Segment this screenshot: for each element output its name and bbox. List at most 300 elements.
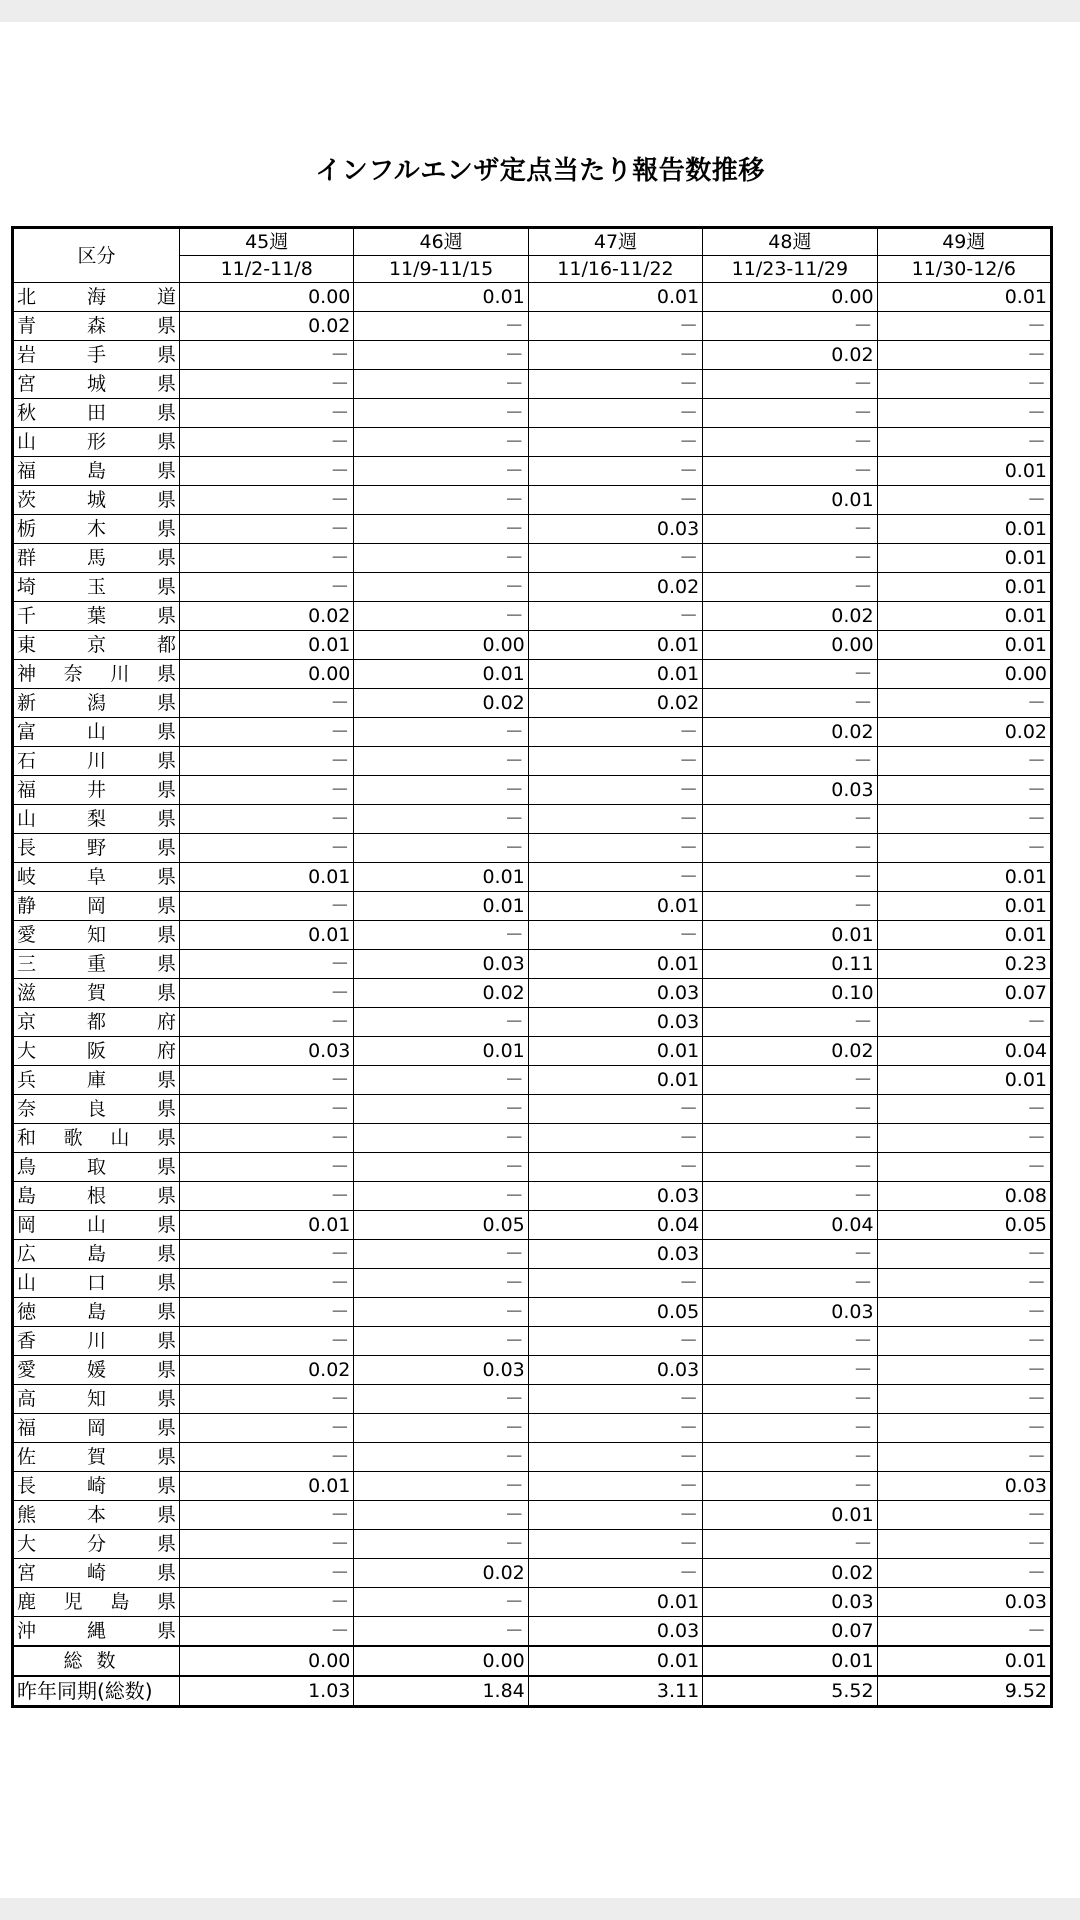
table-row xyxy=(13,1327,1052,1356)
value-cell: 0.01 xyxy=(528,1037,702,1066)
value-cell: － xyxy=(528,1530,702,1559)
value-cell: － xyxy=(528,1327,702,1356)
value-cell: 0.00 xyxy=(703,283,877,312)
value-cell: － xyxy=(703,1182,877,1211)
table-row xyxy=(13,1211,1052,1240)
value-cell: 0.03 xyxy=(528,1182,702,1211)
header-week-label: 49週 xyxy=(877,228,1051,256)
table-row xyxy=(13,892,1052,921)
table-row xyxy=(13,1095,1052,1124)
value-cell: － xyxy=(528,1501,702,1530)
row-label: 愛媛県 xyxy=(13,1356,180,1385)
value-cell: 0.02 xyxy=(528,689,702,718)
table-row xyxy=(13,370,1052,399)
value-cell: － xyxy=(877,1617,1051,1647)
value-cell: － xyxy=(877,776,1051,805)
value-cell: － xyxy=(877,1240,1051,1269)
value-cell: － xyxy=(354,428,528,457)
value-cell: － xyxy=(354,370,528,399)
document-page xyxy=(0,22,1080,1898)
value-cell: － xyxy=(354,1530,528,1559)
value-cell: － xyxy=(180,428,354,457)
value-cell: － xyxy=(703,573,877,602)
value-cell: － xyxy=(180,747,354,776)
value-cell: 0.01 xyxy=(703,921,877,950)
value-cell: － xyxy=(528,1153,702,1182)
table-row xyxy=(13,1588,1052,1617)
value-cell: － xyxy=(354,486,528,515)
value-cell: 0.01 xyxy=(354,863,528,892)
row-label: 鹿児島県 xyxy=(13,1588,180,1617)
value-cell: 0.02 xyxy=(180,1356,354,1385)
row-label: 静岡県 xyxy=(13,892,180,921)
value-cell: － xyxy=(354,399,528,428)
value-cell: － xyxy=(354,544,528,573)
value-cell: － xyxy=(354,515,528,544)
value-cell: 0.03 xyxy=(528,515,702,544)
value-cell: 0.05 xyxy=(528,1298,702,1327)
value-cell: － xyxy=(354,718,528,747)
row-label: 千葉県 xyxy=(13,602,180,631)
value-cell: 0.01 xyxy=(528,283,702,312)
header-week-label: 46週 xyxy=(354,228,528,256)
page-title: インフルエンザ定点当たり報告数推移 xyxy=(315,156,765,186)
value-cell: － xyxy=(528,1385,702,1414)
value-cell: － xyxy=(703,1269,877,1298)
total-row xyxy=(13,1646,1052,1676)
table-row xyxy=(13,660,1052,689)
value-cell: 0.02 xyxy=(877,718,1051,747)
header-week-range: 11/2-11/8 xyxy=(180,256,354,283)
table-row xyxy=(13,457,1052,486)
value-cell: － xyxy=(877,747,1051,776)
row-label: 北海道 xyxy=(13,283,180,312)
row-label: 岐阜県 xyxy=(13,863,180,892)
value-cell: － xyxy=(354,1066,528,1095)
row-label: 石川県 xyxy=(13,747,180,776)
value-cell: 0.00 xyxy=(354,631,528,660)
value-cell: － xyxy=(180,689,354,718)
header-week-range: 11/16-11/22 xyxy=(528,256,702,283)
table-row xyxy=(13,1472,1052,1501)
value-cell: 0.01 xyxy=(528,892,702,921)
value-cell: － xyxy=(703,1124,877,1153)
row-label: 山口県 xyxy=(13,1269,180,1298)
header-week-label: 45週 xyxy=(180,228,354,256)
table-row xyxy=(13,399,1052,428)
value-cell: － xyxy=(703,747,877,776)
value-cell: 0.02 xyxy=(703,341,877,370)
value-cell: － xyxy=(703,1327,877,1356)
row-label: 奈良県 xyxy=(13,1095,180,1124)
table-row xyxy=(13,602,1052,631)
row-label: 大分県 xyxy=(13,1530,180,1559)
value-cell: － xyxy=(703,428,877,457)
value-cell: － xyxy=(877,1559,1051,1588)
value-cell: － xyxy=(528,921,702,950)
row-label: 愛知県 xyxy=(13,921,180,950)
value-cell: 0.01 xyxy=(877,1646,1051,1676)
value-cell: － xyxy=(180,1269,354,1298)
row-label: 三重県 xyxy=(13,950,180,979)
value-cell: 0.01 xyxy=(877,457,1051,486)
value-cell: 0.07 xyxy=(703,1617,877,1647)
value-cell: － xyxy=(528,341,702,370)
value-cell: － xyxy=(877,1443,1051,1472)
value-cell: 0.01 xyxy=(877,631,1051,660)
table-row xyxy=(13,863,1052,892)
value-cell: － xyxy=(354,1414,528,1443)
row-label: 山梨県 xyxy=(13,805,180,834)
row-label: 茨城県 xyxy=(13,486,180,515)
value-cell: 0.02 xyxy=(354,1559,528,1588)
value-cell: － xyxy=(877,486,1051,515)
value-cell: － xyxy=(180,544,354,573)
value-cell: 5.52 xyxy=(703,1676,877,1707)
value-cell: － xyxy=(354,457,528,486)
table-row xyxy=(13,1385,1052,1414)
value-cell: 0.02 xyxy=(180,312,354,341)
value-cell: － xyxy=(877,834,1051,863)
table-row xyxy=(13,428,1052,457)
table-row xyxy=(13,1240,1052,1269)
value-cell: － xyxy=(354,1327,528,1356)
table-row xyxy=(13,805,1052,834)
value-cell: － xyxy=(354,1472,528,1501)
table-row xyxy=(13,718,1052,747)
value-cell: － xyxy=(180,573,354,602)
value-cell: － xyxy=(354,1095,528,1124)
header-kubun: 区分 xyxy=(13,228,180,283)
value-cell: 0.01 xyxy=(877,1066,1051,1095)
row-label: 山形県 xyxy=(13,428,180,457)
value-cell: 0.01 xyxy=(180,1211,354,1240)
table-row xyxy=(13,1182,1052,1211)
value-cell: 0.01 xyxy=(528,1646,702,1676)
table-row xyxy=(13,689,1052,718)
value-cell: 0.03 xyxy=(877,1588,1051,1617)
value-cell: － xyxy=(877,1530,1051,1559)
table-row xyxy=(13,1356,1052,1385)
row-label: 新潟県 xyxy=(13,689,180,718)
row-label: 鳥取県 xyxy=(13,1153,180,1182)
row-label: 和歌山県 xyxy=(13,1124,180,1153)
row-label: 長野県 xyxy=(13,834,180,863)
row-label: 青森県 xyxy=(13,312,180,341)
value-cell: － xyxy=(528,1095,702,1124)
table-row xyxy=(13,1298,1052,1327)
value-cell: － xyxy=(877,1298,1051,1327)
row-label: 長崎県 xyxy=(13,1472,180,1501)
row-label: 兵庫県 xyxy=(13,1066,180,1095)
value-cell: － xyxy=(703,834,877,863)
value-cell: 0.02 xyxy=(180,602,354,631)
value-cell: － xyxy=(528,1124,702,1153)
value-cell: － xyxy=(180,1327,354,1356)
value-cell: 0.03 xyxy=(528,1617,702,1647)
value-cell: － xyxy=(877,312,1051,341)
header-week-range: 11/23-11/29 xyxy=(703,256,877,283)
value-cell: － xyxy=(703,515,877,544)
value-cell: － xyxy=(703,1153,877,1182)
value-cell: － xyxy=(180,457,354,486)
value-cell: － xyxy=(528,1414,702,1443)
value-cell: － xyxy=(528,863,702,892)
value-cell: 0.01 xyxy=(703,486,877,515)
value-cell: － xyxy=(180,979,354,1008)
value-cell: － xyxy=(877,1124,1051,1153)
row-label: 福島県 xyxy=(13,457,180,486)
value-cell: － xyxy=(877,1008,1051,1037)
value-cell: － xyxy=(180,892,354,921)
value-cell: 0.00 xyxy=(180,1646,354,1676)
value-cell: － xyxy=(180,1124,354,1153)
value-cell: － xyxy=(180,1153,354,1182)
row-label: 福井県 xyxy=(13,776,180,805)
row-label: 大阪府 xyxy=(13,1037,180,1066)
value-cell: － xyxy=(354,747,528,776)
value-cell: － xyxy=(354,834,528,863)
value-cell: 0.01 xyxy=(528,950,702,979)
value-cell: － xyxy=(354,1588,528,1617)
value-cell: － xyxy=(703,1356,877,1385)
row-label: 東京都 xyxy=(13,631,180,660)
value-cell: － xyxy=(703,892,877,921)
row-label: 富山県 xyxy=(13,718,180,747)
row-label: 高知県 xyxy=(13,1385,180,1414)
value-cell: － xyxy=(877,1414,1051,1443)
value-cell: － xyxy=(877,370,1051,399)
table-row xyxy=(13,544,1052,573)
value-cell: － xyxy=(354,1298,528,1327)
value-cell: － xyxy=(180,370,354,399)
table-row xyxy=(13,1269,1052,1298)
value-cell: － xyxy=(703,689,877,718)
value-cell: － xyxy=(354,1443,528,1472)
table-row xyxy=(13,283,1052,312)
row-label: 岩手県 xyxy=(13,341,180,370)
header-week-range: 11/9-11/15 xyxy=(354,256,528,283)
value-cell: 0.03 xyxy=(528,1356,702,1385)
table-row xyxy=(13,573,1052,602)
value-cell: － xyxy=(354,573,528,602)
influenza-report-table xyxy=(11,226,1053,1708)
value-cell: 1.03 xyxy=(180,1676,354,1707)
value-cell: 0.00 xyxy=(703,631,877,660)
value-cell: － xyxy=(180,486,354,515)
table-row xyxy=(13,515,1052,544)
value-cell: 0.02 xyxy=(528,573,702,602)
value-cell: － xyxy=(877,1327,1051,1356)
value-cell: － xyxy=(877,1269,1051,1298)
row-label: 埼玉県 xyxy=(13,573,180,602)
value-cell: － xyxy=(354,1385,528,1414)
value-cell: － xyxy=(703,1472,877,1501)
value-cell: 0.01 xyxy=(877,544,1051,573)
table-row xyxy=(13,486,1052,515)
value-cell: － xyxy=(354,1617,528,1647)
value-cell: － xyxy=(354,776,528,805)
value-cell: － xyxy=(180,950,354,979)
value-cell: － xyxy=(703,660,877,689)
value-cell: 0.02 xyxy=(703,1559,877,1588)
value-cell: － xyxy=(703,1095,877,1124)
value-cell: － xyxy=(528,805,702,834)
value-cell: 0.05 xyxy=(877,1211,1051,1240)
value-cell: － xyxy=(703,1443,877,1472)
value-cell: 0.01 xyxy=(180,631,354,660)
value-cell: 0.01 xyxy=(877,602,1051,631)
row-label: 宮城県 xyxy=(13,370,180,399)
value-cell: 0.03 xyxy=(703,776,877,805)
value-cell: 0.03 xyxy=(877,1472,1051,1501)
table-row xyxy=(13,312,1052,341)
value-cell: 0.08 xyxy=(877,1182,1051,1211)
value-cell: － xyxy=(528,834,702,863)
table-row xyxy=(13,631,1052,660)
value-cell: － xyxy=(180,1530,354,1559)
value-cell: 0.01 xyxy=(354,1037,528,1066)
value-cell: － xyxy=(877,1385,1051,1414)
value-cell: － xyxy=(703,1240,877,1269)
row-label: 佐賀県 xyxy=(13,1443,180,1472)
value-cell: 0.01 xyxy=(180,863,354,892)
value-cell: － xyxy=(180,1559,354,1588)
value-cell: 0.00 xyxy=(180,660,354,689)
value-cell: 0.00 xyxy=(877,660,1051,689)
value-cell: 0.01 xyxy=(877,573,1051,602)
value-cell: 0.01 xyxy=(180,1472,354,1501)
value-cell: － xyxy=(528,1472,702,1501)
value-cell: 0.01 xyxy=(877,863,1051,892)
value-cell: 0.03 xyxy=(528,1240,702,1269)
value-cell: － xyxy=(354,341,528,370)
value-cell: 9.52 xyxy=(877,1676,1051,1707)
table-row xyxy=(13,1530,1052,1559)
header-week-label: 47週 xyxy=(528,228,702,256)
row-label: 総数 xyxy=(13,1646,180,1676)
table-row xyxy=(13,921,1052,950)
value-cell: － xyxy=(528,370,702,399)
value-cell: 0.01 xyxy=(180,921,354,950)
row-label: 沖縄県 xyxy=(13,1617,180,1647)
value-cell: － xyxy=(528,747,702,776)
value-cell: 0.01 xyxy=(703,1646,877,1676)
value-cell: － xyxy=(703,1066,877,1095)
value-cell: 0.01 xyxy=(877,921,1051,950)
value-cell: － xyxy=(354,1501,528,1530)
table-row xyxy=(13,1153,1052,1182)
row-label: 岡山県 xyxy=(13,1211,180,1240)
value-cell: － xyxy=(703,457,877,486)
value-cell: 0.10 xyxy=(703,979,877,1008)
value-cell: 1.84 xyxy=(354,1676,528,1707)
value-cell: － xyxy=(354,1124,528,1153)
value-cell: － xyxy=(180,1617,354,1647)
value-cell: 0.01 xyxy=(528,631,702,660)
table-row xyxy=(13,1501,1052,1530)
row-label: 広島県 xyxy=(13,1240,180,1269)
value-cell: － xyxy=(877,1501,1051,1530)
header-week-label: 48週 xyxy=(703,228,877,256)
table-row xyxy=(13,1008,1052,1037)
value-cell: 0.04 xyxy=(528,1211,702,1240)
value-cell: － xyxy=(703,399,877,428)
header-week-range: 11/30-12/6 xyxy=(877,256,1051,283)
value-cell: 0.23 xyxy=(877,950,1051,979)
table-row xyxy=(13,1559,1052,1588)
row-label: 島根県 xyxy=(13,1182,180,1211)
row-label: 熊本県 xyxy=(13,1501,180,1530)
value-cell: － xyxy=(528,1443,702,1472)
value-cell: － xyxy=(180,1414,354,1443)
row-label: 滋賀県 xyxy=(13,979,180,1008)
value-cell: － xyxy=(180,341,354,370)
value-cell: 0.03 xyxy=(528,979,702,1008)
value-cell: － xyxy=(354,1008,528,1037)
value-cell: 0.01 xyxy=(528,660,702,689)
value-cell: － xyxy=(354,805,528,834)
value-cell: 0.03 xyxy=(354,950,528,979)
value-cell: 0.02 xyxy=(703,602,877,631)
value-cell: － xyxy=(354,1269,528,1298)
value-cell: － xyxy=(877,1356,1051,1385)
value-cell: 0.03 xyxy=(180,1037,354,1066)
table-row xyxy=(13,1617,1052,1647)
value-cell: 0.01 xyxy=(877,283,1051,312)
value-cell: － xyxy=(877,689,1051,718)
table-row xyxy=(13,1124,1052,1153)
value-cell: 0.03 xyxy=(703,1588,877,1617)
value-cell: － xyxy=(528,457,702,486)
value-cell: － xyxy=(180,1095,354,1124)
prev-year-row xyxy=(13,1676,1052,1707)
value-cell: － xyxy=(354,1182,528,1211)
value-cell: － xyxy=(528,1559,702,1588)
value-cell: － xyxy=(528,428,702,457)
value-cell: － xyxy=(354,921,528,950)
value-cell: 0.01 xyxy=(877,515,1051,544)
value-cell: － xyxy=(877,805,1051,834)
value-cell: 0.03 xyxy=(354,1356,528,1385)
value-cell: － xyxy=(180,718,354,747)
value-cell: － xyxy=(703,1530,877,1559)
value-cell: 0.02 xyxy=(354,979,528,1008)
value-cell: － xyxy=(354,602,528,631)
row-label: 宮崎県 xyxy=(13,1559,180,1588)
table-row xyxy=(13,747,1052,776)
table-row xyxy=(13,776,1052,805)
value-cell: 0.02 xyxy=(354,689,528,718)
value-cell: － xyxy=(703,1008,877,1037)
row-label: 群馬県 xyxy=(13,544,180,573)
value-cell: 0.02 xyxy=(703,1037,877,1066)
value-cell: 0.00 xyxy=(180,283,354,312)
value-cell: 0.04 xyxy=(703,1211,877,1240)
value-cell: － xyxy=(703,1414,877,1443)
value-cell: － xyxy=(180,1501,354,1530)
value-cell: 0.01 xyxy=(528,1066,702,1095)
header-row-weeks xyxy=(13,228,1052,256)
value-cell: － xyxy=(354,1153,528,1182)
value-cell: － xyxy=(180,1182,354,1211)
value-cell: － xyxy=(703,805,877,834)
table-row xyxy=(13,834,1052,863)
value-cell: － xyxy=(180,805,354,834)
row-label: 神奈川県 xyxy=(13,660,180,689)
table-row xyxy=(13,1037,1052,1066)
value-cell: － xyxy=(354,1240,528,1269)
